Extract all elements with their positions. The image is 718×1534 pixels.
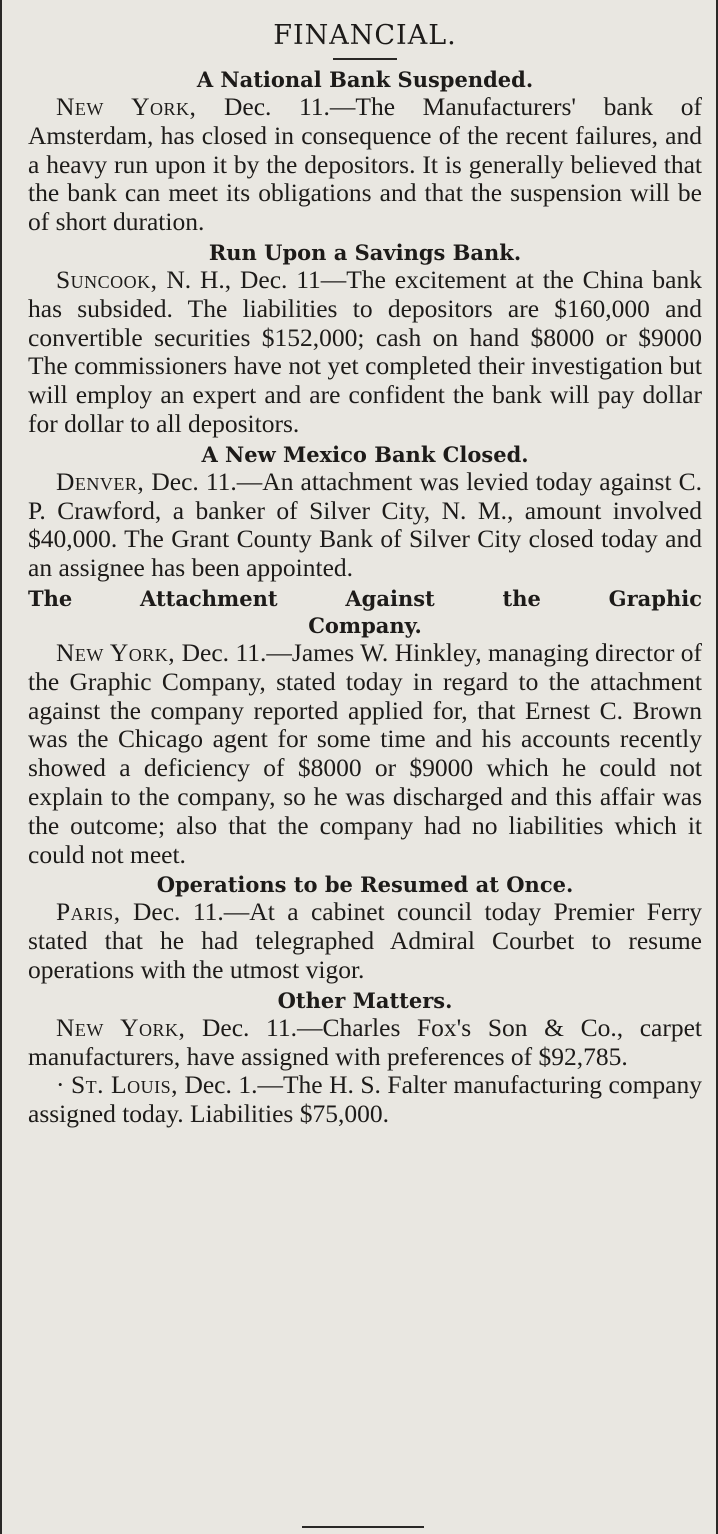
article-dateline: New York,	[56, 637, 176, 667]
article-headline: Other Matters.	[277, 987, 453, 1013]
article-graphic-company	[28, 585, 702, 869]
article-dateline: New York,	[56, 92, 197, 121]
article-national-bank	[28, 66, 702, 237]
article-dateline: Denver,	[56, 466, 145, 496]
article-headline: A National Bank Suspended.	[196, 67, 534, 92]
article-new-mexico-bank	[28, 441, 702, 583]
article-item	[28, 1014, 702, 1072]
article-headline: A New Mexico Bank Closed.	[201, 441, 529, 467]
article-dateline: New York,	[56, 1012, 186, 1042]
article-savings-bank	[28, 239, 702, 439]
article-text: Dec. 11.—Charles Fox's Son & Co., carpet manufacturers, have assigned with preferences of $92,785.	[28, 1012, 702, 1071]
article-item	[28, 1071, 702, 1129]
article-text: N. H., Dec. 11—The excitement at the China bank has subsided. The liabilities to depositors are $160,000 and convertible securities $152,000; cash on hand $8000 or $9000 The commissioners have not yet completed their investigation but will employ an expert and are confident the bank will pay dollar for dollar to all depositors.	[28, 264, 702, 438]
article-dateline: Suncook,	[56, 264, 158, 294]
article-text: Dec. 1.—The H. S. Falter manufacturing company assigned today. Liabilities $75,000.	[28, 1070, 702, 1129]
article-body	[28, 266, 702, 439]
article-text: Dec. 11.—The Manufacturers' bank of Amsterdam, has closed in consequence of the recent failures, and a heavy run upon it by the depositors. It is generally believed that the bank can meet its obligations and that the suspension will be of short duration.	[28, 92, 702, 237]
article-text: Dec. 11.—At a cabinet council today Premier Ferry stated that he had telegraphed Admiral Courbet to resume operations with the utmost vigor.	[28, 897, 702, 984]
section-title: FINANCIAL.	[273, 20, 457, 51]
item-bullet: ·	[56, 1070, 71, 1100]
article-operations-resumed	[28, 871, 702, 984]
article-text: Dec. 11.—An attachment was levied today against C. P. Crawford, a banker of Silver City, N. M., amount involved $40,000. The Grant County Bank of Silver City closed today and an assignee has been appointed.	[28, 466, 702, 583]
article-headline: Operations to be Resumed at Once.	[156, 872, 574, 898]
article-other-matters	[28, 987, 702, 1129]
article-body	[28, 898, 702, 984]
article-headline: Run Upon a Savings Bank.	[208, 239, 522, 265]
end-rule	[302, 1526, 424, 1528]
article-dateline: Paris,	[56, 897, 121, 927]
article-dateline: St. Louis,	[70, 1070, 178, 1100]
article-text: Dec. 11.—James W. Hinkley, managing director of the Graphic Company, stated today in regard to the attachment against the company reported applied for, that Ernest C. Brown was the Chicago agent for some time and his accounts recently showed a deficiency of $8000 or $9000 which he could not explain to the company, so he was discharged and this affair was the outcome; also that the company had no liabilities which it could not meet.	[28, 637, 702, 869]
article-body	[28, 93, 702, 237]
title-rule	[333, 58, 397, 60]
article-headline-line2: Company.	[308, 612, 422, 638]
article-body	[28, 639, 702, 869]
article-body	[28, 468, 702, 583]
article-headline-line1: The Attachment Against the Graphic	[28, 585, 702, 611]
